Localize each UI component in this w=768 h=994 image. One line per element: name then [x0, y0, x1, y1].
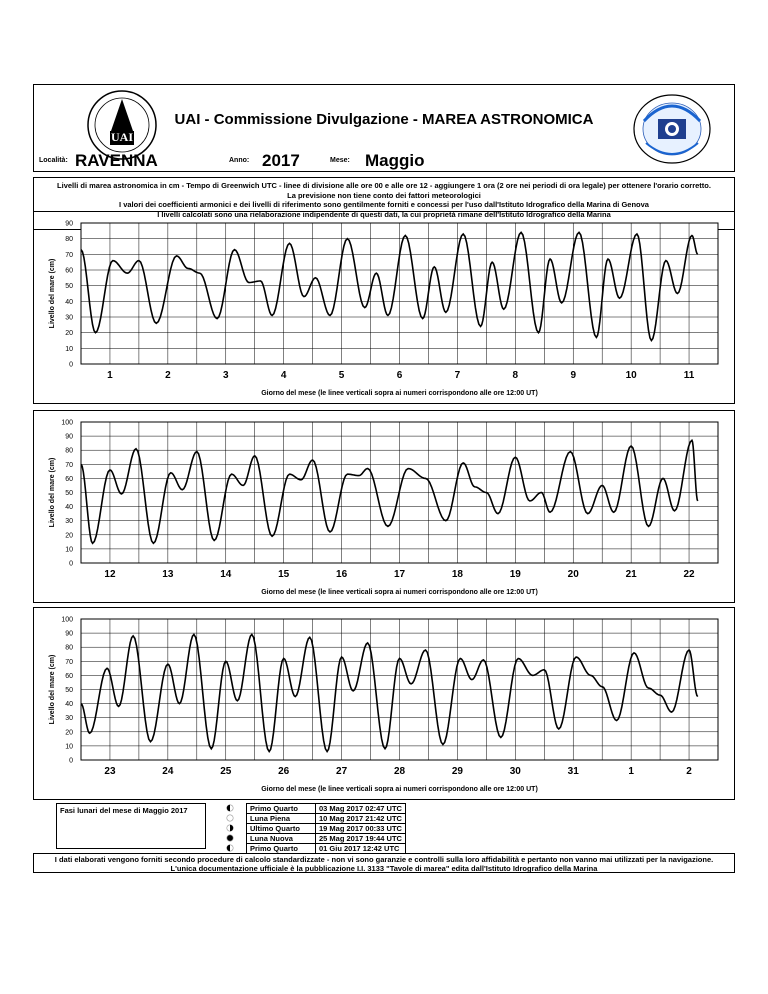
moon-phase-icon-cell: [223, 834, 247, 844]
full-moon-icon: [226, 814, 234, 822]
y-tick-label: 90: [65, 433, 73, 441]
year-value: 2017: [262, 151, 300, 170]
day-label: 13: [162, 569, 174, 580]
y-tick-label: 40: [65, 504, 73, 512]
y-tick-label: 50: [65, 490, 73, 497]
moon-phase-row: [223, 824, 405, 834]
y-tick-label: 80: [65, 447, 73, 455]
moon-phase-name: Primo Quarto: [247, 844, 316, 854]
y-axis-label: Livello del mare (cm): [49, 258, 56, 329]
tide-chart-1-svg: [34, 209, 736, 405]
day-label: 2: [686, 766, 692, 777]
x-axis-label: Giorno del mese (le linee verticali sopra ai numeri corrispondono alle ore 12:00 UT): [261, 390, 538, 397]
y-tick-label: 70: [65, 658, 73, 666]
first-quarter-icon: [226, 844, 234, 852]
tide-chart-3: [33, 607, 735, 800]
moon-phase-name: Luna Nuova: [247, 834, 316, 844]
y-tick-label: 60: [65, 672, 73, 680]
moon-phase-row: [223, 844, 405, 854]
day-label: 5: [338, 370, 345, 381]
moon-phase-date: 01 Giu 2017 12:42 UTC: [316, 844, 406, 854]
info-line: La previsione non tiene conto dei fattori meteorologici: [287, 190, 481, 200]
y-tick-label: 10: [65, 743, 73, 751]
moon-phase-date: 10 Mag 2017 21:42 UTC: [316, 814, 406, 824]
disclaimer-line: L'unica documentazione ufficiale è la pubblicazione I.I. 3133 "Tavole di marea" edita dall'Istituto Idrografico della Marina: [170, 864, 598, 873]
day-label: 1: [628, 766, 634, 777]
day-label: 17: [393, 569, 406, 580]
y-tick-label: 0: [69, 757, 73, 765]
page-title: UAI - Commissione Divulgazione - MAREA ASTRONOMICA: [174, 111, 594, 128]
new-moon-icon: [226, 834, 234, 842]
y-tick-label: 50: [65, 687, 73, 694]
last-quarter-icon: [226, 824, 234, 832]
day-label: 30: [509, 766, 521, 777]
header-box: [33, 84, 735, 172]
disclaimer-box: [33, 853, 735, 873]
moon-phase-icon-cell: [223, 844, 247, 854]
day-label: 10: [625, 370, 637, 381]
tide-chart-1: [33, 211, 735, 404]
day-label: 23: [104, 766, 116, 777]
x-axis-label: Giorno del mese (le linee verticali sopra ai numeri corrispondono alle ore 12:00 UT): [261, 786, 538, 793]
info-line: Livelli di marea astronomica in cm - Tempo di Greenwich UTC - linee di divisione alle ore 00 e alle ore 12 - aggiungere 1 ora (2 ore nei periodi di ora legale) per ottenere l'orario corretto.: [57, 181, 711, 190]
day-label: 28: [393, 766, 406, 777]
day-label: 21: [625, 569, 637, 580]
moon-phase-row: [223, 804, 405, 814]
commissione-divulgazione-logo: [632, 93, 712, 165]
y-tick-label: 0: [69, 361, 73, 369]
month-value: Maggio: [365, 151, 425, 170]
y-tick-label: 70: [65, 251, 73, 259]
y-tick-label: 100: [61, 419, 73, 427]
y-tick-label: 20: [65, 532, 73, 540]
day-label: 27: [336, 766, 348, 777]
moon-phase-row: [223, 814, 405, 824]
day-label: 24: [162, 766, 174, 777]
day-label: 31: [567, 766, 579, 777]
y-tick-label: 0: [69, 560, 73, 568]
day-label: 2: [165, 370, 171, 381]
day-label: 15: [278, 569, 290, 580]
day-label: 18: [451, 569, 463, 580]
y-tick-label: 90: [65, 220, 73, 228]
day-label: 7: [454, 370, 461, 381]
y-tick-label: 60: [65, 267, 73, 275]
tide-chart-2: [33, 410, 735, 603]
moon-phase-icon-cell: [223, 804, 247, 814]
y-tick-label: 40: [65, 701, 73, 709]
day-label: 25: [220, 766, 232, 777]
moon-phase-icon-cell: [223, 814, 247, 824]
y-tick-label: 80: [65, 236, 73, 244]
day-label: 12: [104, 569, 116, 580]
moon-phases-table: [223, 803, 406, 854]
y-axis-label: Livello del mare (cm): [49, 654, 56, 725]
y-axis-label: Livello del mare (cm): [49, 457, 56, 528]
x-axis-label: Giorno del mese (le linee verticali sopra ai numeri corrispondono alle ore 12:00 UT): [261, 589, 538, 596]
day-label: 11: [683, 370, 695, 381]
day-label: 26: [278, 766, 290, 777]
moon-phase-name: Primo Quarto: [247, 804, 316, 814]
svg-text:UAI: UAI: [110, 130, 134, 144]
y-tick-label: 10: [65, 345, 73, 353]
day-label: 20: [567, 569, 579, 580]
day-label: 16: [336, 569, 348, 580]
y-tick-label: 30: [65, 715, 73, 723]
y-tick-label: 30: [65, 314, 73, 322]
location-value: RAVENNA: [75, 151, 158, 170]
day-label: 8: [512, 370, 519, 381]
y-tick-label: 20: [65, 729, 73, 737]
month-label: Mese:: [330, 157, 350, 164]
moon-phase-icon-cell: [223, 824, 247, 834]
day-label: 4: [280, 370, 287, 381]
moon-phase-name: Ultimo Quarto: [247, 824, 316, 834]
moon-phase-date: 03 Mag 2017 02:47 UTC: [316, 804, 406, 814]
y-tick-label: 10: [65, 546, 73, 554]
info-line: I livelli calcolati sono una rielaborazione indipendente di questi dati, la cui proprietà rimane dell'Istituto Idrografico della Marina: [157, 209, 611, 219]
day-label: 6: [396, 370, 403, 381]
disclaimer-line: I dati elaborati vengono forniti secondo procedure di calcolo standardizzate - non vi sono garanzie e controlli sulla loro affidabilità e pertanto non vanno mai utilizzati per la navigazione.: [54, 855, 714, 864]
y-tick-label: 60: [65, 475, 73, 483]
y-tick-label: 50: [65, 283, 73, 291]
tide-chart-2-svg: [34, 411, 736, 604]
tide-chart-3-svg: [34, 608, 736, 801]
y-tick-label: 80: [65, 644, 73, 652]
moon-phase-name: Luna Piena: [247, 814, 316, 824]
y-tick-label: 40: [65, 298, 73, 306]
first-quarter-icon: [226, 804, 234, 812]
info-line: I valori dei coefficienti armonici e dei livelli di riferimento sono gentilmente forniti e concessi per l'uso dall'Istituto Idrografico della Marina di Genova: [119, 200, 649, 209]
y-tick-label: 30: [65, 518, 73, 526]
day-label: 1: [107, 370, 113, 381]
y-tick-label: 90: [65, 630, 73, 638]
moon-phase-row: [223, 834, 405, 844]
location-label: Località:: [39, 157, 68, 164]
y-tick-label: 20: [65, 330, 73, 338]
y-tick-label: 70: [65, 461, 73, 469]
moon-phase-date: 19 Mag 2017 00:33 UTC: [316, 824, 406, 834]
moon-phases-title: Fasi lunari del mese di Maggio 2017: [60, 806, 188, 815]
day-label: 19: [509, 569, 521, 580]
moon-phase-date: 25 Mag 2017 19:44 UTC: [316, 834, 406, 844]
day-label: 14: [220, 569, 232, 580]
day-label: 22: [683, 569, 695, 580]
y-tick-label: 100: [61, 616, 73, 624]
year-label: Anno:: [229, 157, 250, 164]
day-label: 29: [451, 766, 463, 777]
day-label: 3: [222, 370, 229, 381]
moon-phases-title-box: [56, 803, 206, 849]
day-label: 9: [570, 370, 577, 381]
